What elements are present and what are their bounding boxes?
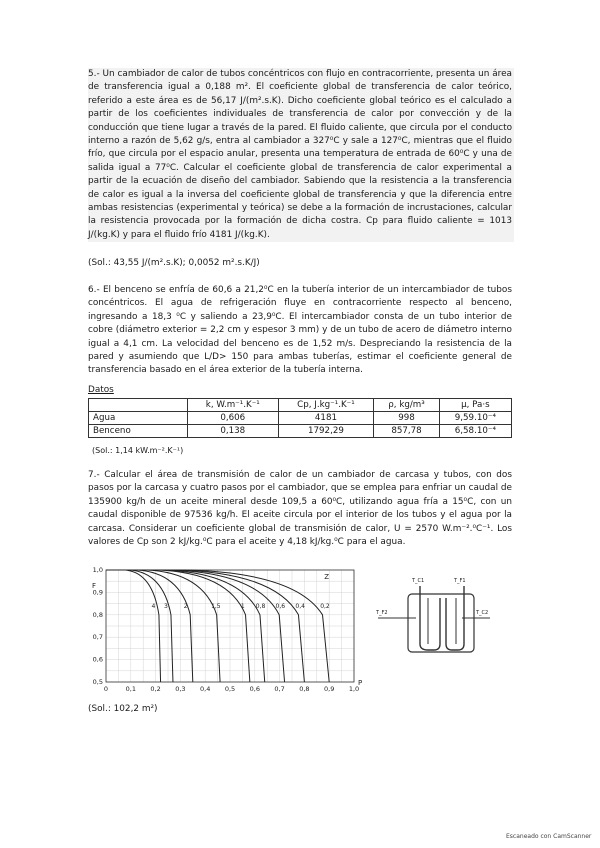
x-tick-label: 0,6	[249, 685, 260, 693]
label-tf1: T_F1	[454, 578, 466, 584]
table-cell: 998	[374, 412, 439, 425]
table-cell: 4181	[278, 412, 374, 425]
problem-6-solution: (Sol.: 1,14 kW.m⁻².K⁻¹)	[92, 446, 184, 455]
correction-factor-chart	[84, 562, 374, 702]
y-tick-label: 0,8	[92, 610, 103, 619]
table-row	[89, 412, 512, 425]
label-tc2: T_C2	[476, 610, 489, 616]
table-header: ρ, kg/m³	[374, 399, 439, 412]
problem-5-solution: (Sol.: 43,55 J/(m².s.K); 0,0052 m².s.K/J)	[88, 258, 260, 268]
x-tick-label: 0,7	[274, 685, 285, 693]
series-label: 1,5	[211, 603, 221, 611]
exchanger-schematic	[372, 572, 496, 664]
table-header	[89, 399, 188, 412]
table-header-row	[89, 399, 512, 412]
table-row	[89, 425, 512, 438]
problem-7-solution: (Sol.: 102,2 m²)	[88, 704, 158, 714]
series-label: 4	[151, 603, 156, 611]
x-axis-label: P	[358, 679, 363, 687]
table-header: Cp, J.kg⁻¹.K⁻¹	[278, 399, 374, 412]
series-label: 0,2	[320, 603, 330, 611]
x-tick-label: 0,4	[200, 685, 211, 693]
series-label: 0,4	[295, 603, 305, 611]
x-tick-label: 0,9	[324, 685, 335, 693]
x-tick-label: 0,1	[125, 685, 136, 693]
x-tick-label: 0,8	[299, 685, 310, 693]
table-cell: 1792,29	[278, 425, 374, 438]
table-header: k, W.m⁻¹.K⁻¹	[188, 399, 279, 412]
table-cell: 9,59.10⁻⁴	[439, 412, 511, 425]
problem-6-text: 6.- El benceno se enfría de 60,6 a 21,2⁰C en la tubería interior de un intercambiador de tubos concéntricos. El agua de refrigeración fluye en contracorriente respecto al benceno, ingresando a 18,3 ⁰C y saliendo a 23,9⁰C. El intercambiador consta de un tubo interior de cobre (diámetro exterior = 2,2 cm y espesor 3 mm) y de un tubo de acero de diámetro interno igual a 4,1 cm. La velocidad del benceno es de 1,52 m/s. Despreciando la resistencia de la pared y asumiendo que L/D> 150 para ambas tuberías, estimar el coeficiente general de transferencia basado en el área exterior de la tubería interna.	[88, 285, 512, 376]
series-label: 1	[240, 603, 245, 611]
table-header: μ, Pa·s	[439, 399, 511, 412]
problem-5-text: 5.- Un cambiador de calor de tubos concéntricos con flujo en contracorriente, presenta un área de transferencia igual a 0,188 m². El coeficiente global de transferencia de calor teórico, referido a este área es de 56,17 J/(m².s.K). Dicho coeficiente global teórico es el calculado a partir de los coeficientes individuales de transferencia de calor por convección y de la conducción que tiene lugar a través de la pared. El fluido caliente, que circula por el conducto interno a razón de 5,62 g/s, entra al cambiador a 327⁰C y sale a 127⁰C, mientras que el fluido frío, que circula por el espacio anular, presenta una temperatura de entrada de 60⁰C y una de salida igual a 77⁰C. Calcular el coeficiente global de transferencia de calor experimental a partir de la ecuación de diseño del cambiador. Sabiendo que la resistencia a la transferencia de calor es igual a la inversa del coeficiente global de transferencia y que la diferencia entre ambas resistencias (experimental y teórica) se debe a la formación de incrustaciones, calcular la resistencia provocada por la formación de dicha costra. Cp para fluido caliente = 1013 J/(kg.K) y para el fluido frío 4181 J/(kg.K).	[88, 68, 514, 242]
x-tick-label: 1,0	[348, 685, 360, 693]
table-cell: Agua	[89, 412, 188, 425]
label-tc1: T_C1	[412, 578, 425, 584]
y-tick-label: 0,6	[92, 655, 103, 664]
properties-table	[88, 398, 512, 438]
series-label: 0,8	[255, 603, 266, 611]
x-tick-label: 0	[103, 685, 109, 693]
series-label: 3	[163, 603, 168, 611]
x-tick-label: 0,3	[175, 685, 186, 693]
y-tick-label: 0,9	[92, 588, 103, 597]
y-tick-label: 0,5	[92, 678, 103, 686]
table-cell: 0,138	[188, 425, 279, 438]
y-tick-label: 0,7	[92, 633, 103, 642]
y-tick-label: 1,0	[92, 566, 103, 574]
x-tick-label: 0,5	[224, 685, 236, 693]
problem-7-text: 7.- Calcular el área de transmisión de calor de un cambiador de carcasa y tubos, con dos pasos por la carcasa y cuatro pasos por el cambiador, que se emplea para enfriar un caudal de 135900 kg/h de un aceite mineral desde 109,5 a 60⁰C, utilizando agua fría a 15⁰C, con un caudal disponible de 97536 kg/h. El aceite circula por el interior de los tubos y el agua por la carcasa. Considerar un coeficiente global de transmisión de calor, U = 2570 W.m⁻².⁰C⁻¹. Los valores de Cp son 2 kJ/kg.⁰C para el aceite y 4,18 kJ/kg.⁰C para el agua.	[88, 470, 512, 548]
z-label: Z	[324, 572, 330, 581]
table-cell: 6,58.10⁻⁴	[439, 425, 511, 438]
x-tick-label: 0,2	[150, 685, 161, 693]
table-cell: 0,606	[188, 412, 279, 425]
series-label: 2	[183, 603, 188, 611]
tube-pass-right	[446, 586, 464, 650]
datos-label: Datos	[88, 385, 114, 395]
scanner-footer: Escaneado con CamScanner	[506, 833, 592, 840]
tube-pass-left	[420, 586, 440, 650]
table-cell: 857,78	[374, 425, 439, 438]
label-tf2: T_F2	[376, 610, 388, 616]
table-cell: Benceno	[89, 425, 188, 438]
y-axis-label: F	[92, 582, 97, 590]
series-label: 0,6	[275, 603, 286, 611]
